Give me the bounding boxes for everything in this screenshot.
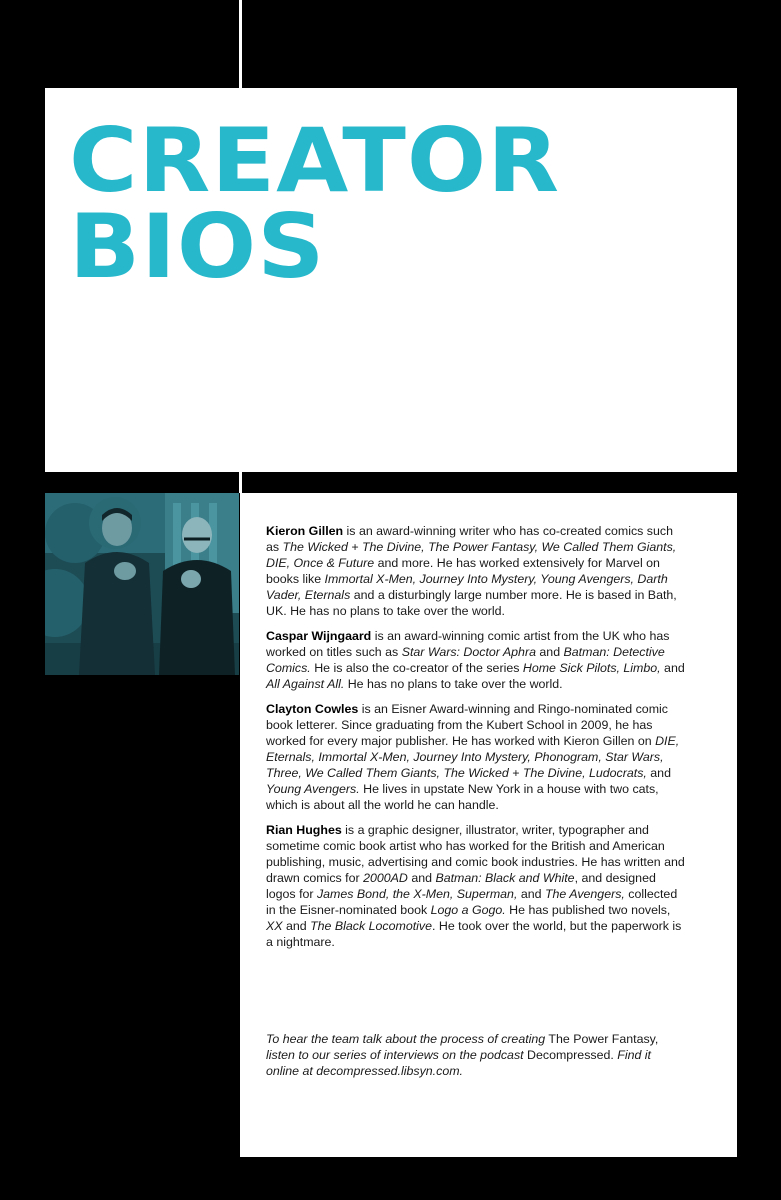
podcast-footnote: To hear the team talk about the process of creating The Power Fantasy, listen to our series of interviews on the podcast Decompressed. Find it online at decompressed.libsyn.com. bbox=[266, 1032, 659, 1078]
middle-gutter-line bbox=[239, 472, 242, 493]
bio-clayton-cowles: Clayton Cowles is an Eisner Award-winning and Ringo-nominated comic book letterer. Since graduating from the Kubert School in 2009, he has worked for every major publisher. He has worked with Kieron Gillen on DIE, Eternals, Immortal X-Men, Journey Into Mystery, Phonogram, Star Wars, Three, We Called Them Giants, The Wicked + The Divine, Ludocrats, and Young Avengers. He lives in upstate New York in a house with two cats, which is about all the world he can handle. bbox=[266, 702, 680, 812]
bios-list bbox=[266, 523, 686, 959]
title-line-2: BIOS bbox=[69, 195, 326, 298]
bio-rian-hughes: Rian Hughes is a graphic designer, illustrator, writer, typographer and sometime comic book artist who has worked for the British and American publishing, music, advertising and comic book industries. He has written and drawn comics for 2000AD and Batman: Black and White, and designed logos for James Bond, the X-Men, Superman, and The Avengers, collected in the Eisner-nominated book Logo a Gogo. He has published two novels, XX and The Black Locomotive. He took over the world, but the paperwork is a nightmare. bbox=[266, 823, 685, 949]
bio-kieron-gillen: Kieron Gillen is an award-winning writer who has co-created comics such as The Wicked + The Divine, The Power Fantasy, We Called Them Giants, DIE, Once & Future and more. He has worked extensively for Marvel on books like Immortal X-Men, Journey Into Mystery, Young Avengers, Darth Vader, Eternals and a disturbingly large number more. He is based in Bath, UK. He has no plans to take over the world. bbox=[266, 524, 677, 618]
bio-name: Clayton Cowles bbox=[266, 702, 359, 716]
bios-panel bbox=[240, 493, 737, 1157]
photo-illustration bbox=[45, 493, 239, 675]
creators-photo bbox=[45, 493, 239, 675]
bio-name: Rian Hughes bbox=[266, 823, 342, 837]
top-gutter-line bbox=[239, 0, 242, 88]
bio-name: Kieron Gillen bbox=[266, 524, 344, 538]
title-panel bbox=[45, 88, 737, 472]
bio-caspar-wijngaard: Caspar Wijngaard is an award-winning comic artist from the UK who has worked on titles such as Star Wars: Doctor Aphra and Batman: Detective Comics. He is also the co-creator of the series Home Sick Pilots, Limbo, and All Against All. He has no plans to take over the world. bbox=[266, 629, 685, 691]
title-line-1: CREATOR bbox=[69, 109, 561, 212]
bio-name: Caspar Wijngaard bbox=[266, 629, 372, 643]
page-title bbox=[69, 109, 561, 298]
